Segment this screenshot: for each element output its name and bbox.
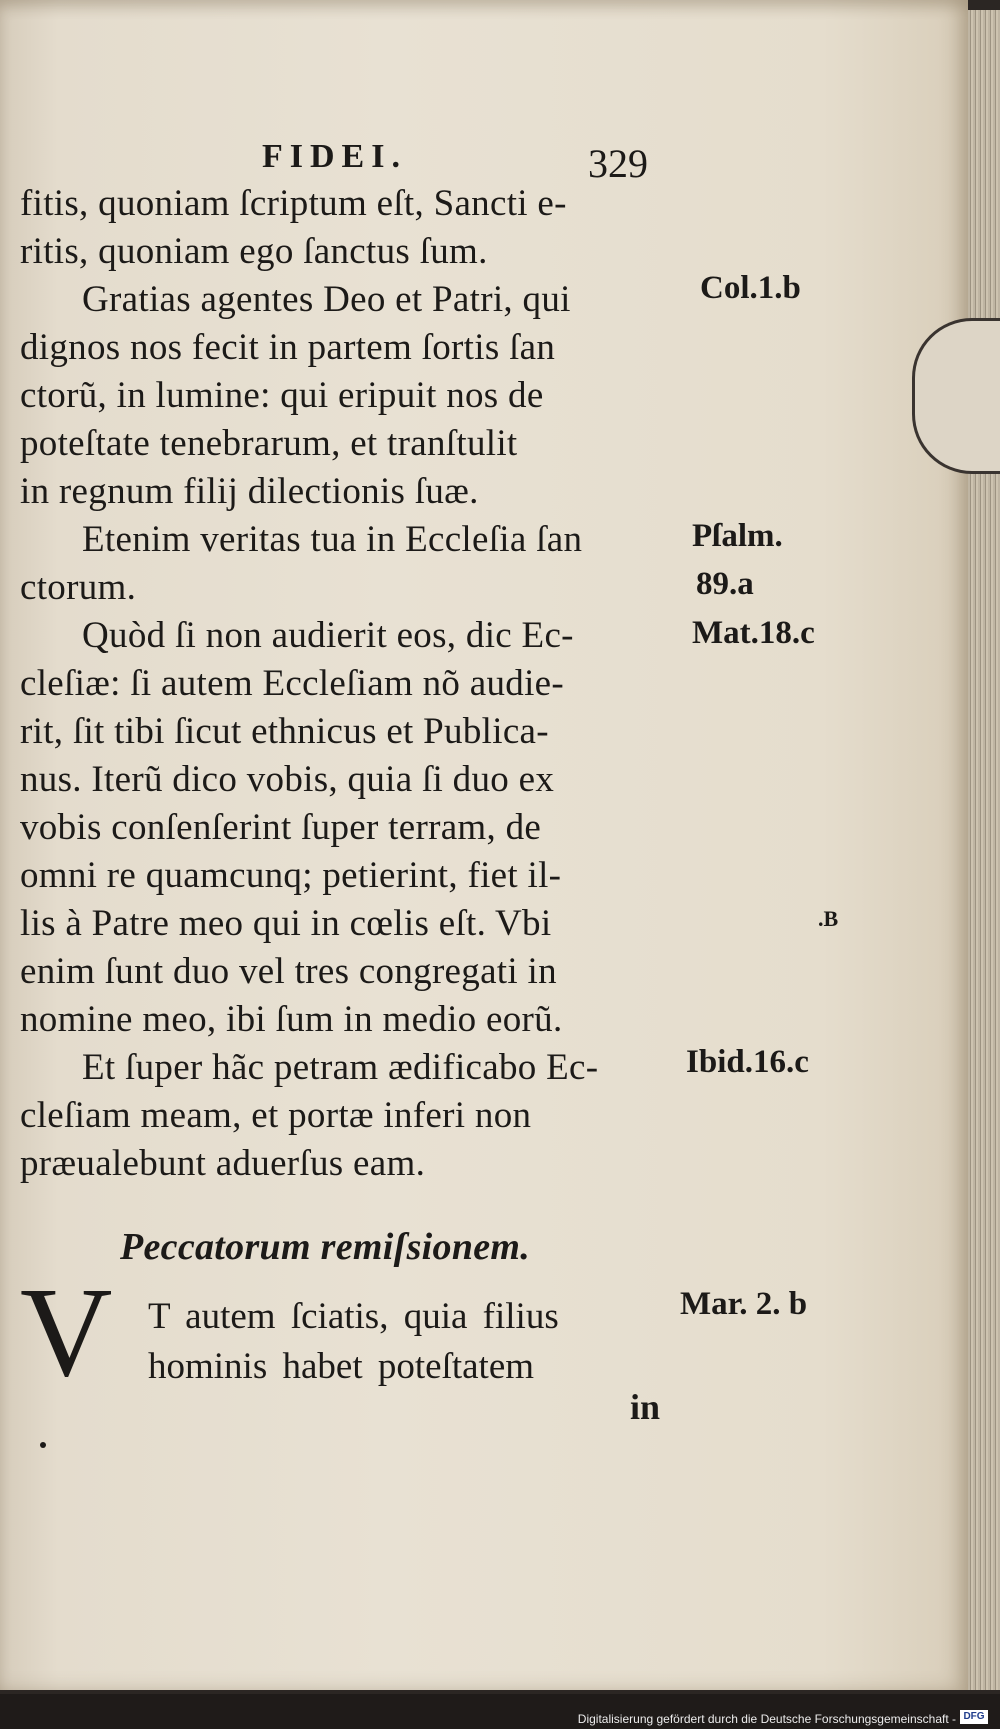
main-text (20, 180, 700, 1188)
text-line: enim ſunt duo vel tres congregati in (20, 951, 557, 992)
dfg-logo: DFG (960, 1710, 988, 1724)
section-text (148, 1292, 559, 1392)
text-line: cleſiam meam, et portæ inferi non (20, 1095, 532, 1136)
text-line: T autem ſciatis, quia filius (148, 1296, 559, 1337)
footer-credit: Digitalisierung gefördert durch die Deutsche Forschungsgemeinschaft - (577, 1712, 956, 1726)
margin-note: Mat.18.c (692, 615, 815, 651)
text-line: nomine meo, ibi ſum in medio eorũ. (20, 999, 563, 1040)
text-line: nus. Iterũ dico vobis, quia ſi duo ex (20, 759, 555, 800)
text-line: rit, ſit tibi ſicut ethnicus et Publica- (20, 711, 549, 752)
text-line: fitis, quoniam ſcriptum eſt, Sancti e- (20, 183, 567, 224)
text-line: hominis habet poteſtatem (148, 1346, 535, 1387)
drop-cap: V (20, 1261, 113, 1403)
text-line: Etenim veritas tua in Eccleſia ſan (82, 519, 583, 560)
margin-note: .B (818, 906, 839, 931)
margin-note: Ibid.16.c (686, 1044, 809, 1080)
catchword: in (630, 1387, 661, 1427)
text-line: lis à Patre meo qui in cœlis eſt. Vbi (20, 903, 552, 944)
text-line: vobis conſenſerint ſuper terram, de (20, 807, 542, 848)
margin-note: Col.1.b (700, 270, 801, 306)
text-line: cleſiæ: ſi autem Eccleſiam nõ audie- (20, 663, 565, 704)
text-line: Gratias agentes Deo et Patri, qui (82, 279, 571, 320)
text-line: Et ſuper hãc petram ædificabo Ec- (82, 1047, 599, 1088)
section-title: Peccatorum remiſsionem. (120, 1226, 531, 1268)
text-line: poteſtate tenebrarum, et tranſtulit (20, 423, 518, 464)
margin-note: Pſalm. (692, 518, 783, 554)
running-header: FIDEI. (262, 138, 407, 175)
text-line: ctorum. (20, 567, 137, 608)
text-line: ritis, quoniam ego ſanctus ſum. (20, 231, 488, 272)
ink-dot (40, 1442, 46, 1448)
margin-note: 89.a (696, 566, 754, 602)
text-line: omni re quamcunq; petierint, fiet il- (20, 855, 562, 896)
text-line: præualebunt aduerſus eam. (20, 1143, 426, 1184)
margin-note: Mar. 2. b (680, 1286, 808, 1322)
text-line: in regnum filij dilectionis ſuæ. (20, 471, 479, 512)
page-edges (968, 10, 1000, 1690)
text-line: dignos nos fecit in partem ſortis ſan (20, 327, 556, 368)
page-number: 329 (588, 141, 648, 186)
text-line: Quòd ſi non audierit eos, dic Ec- (82, 615, 574, 656)
text-line: ctorũ, in lumine: qui eripuit nos de (20, 375, 544, 416)
page-clip-tab (912, 318, 1000, 474)
